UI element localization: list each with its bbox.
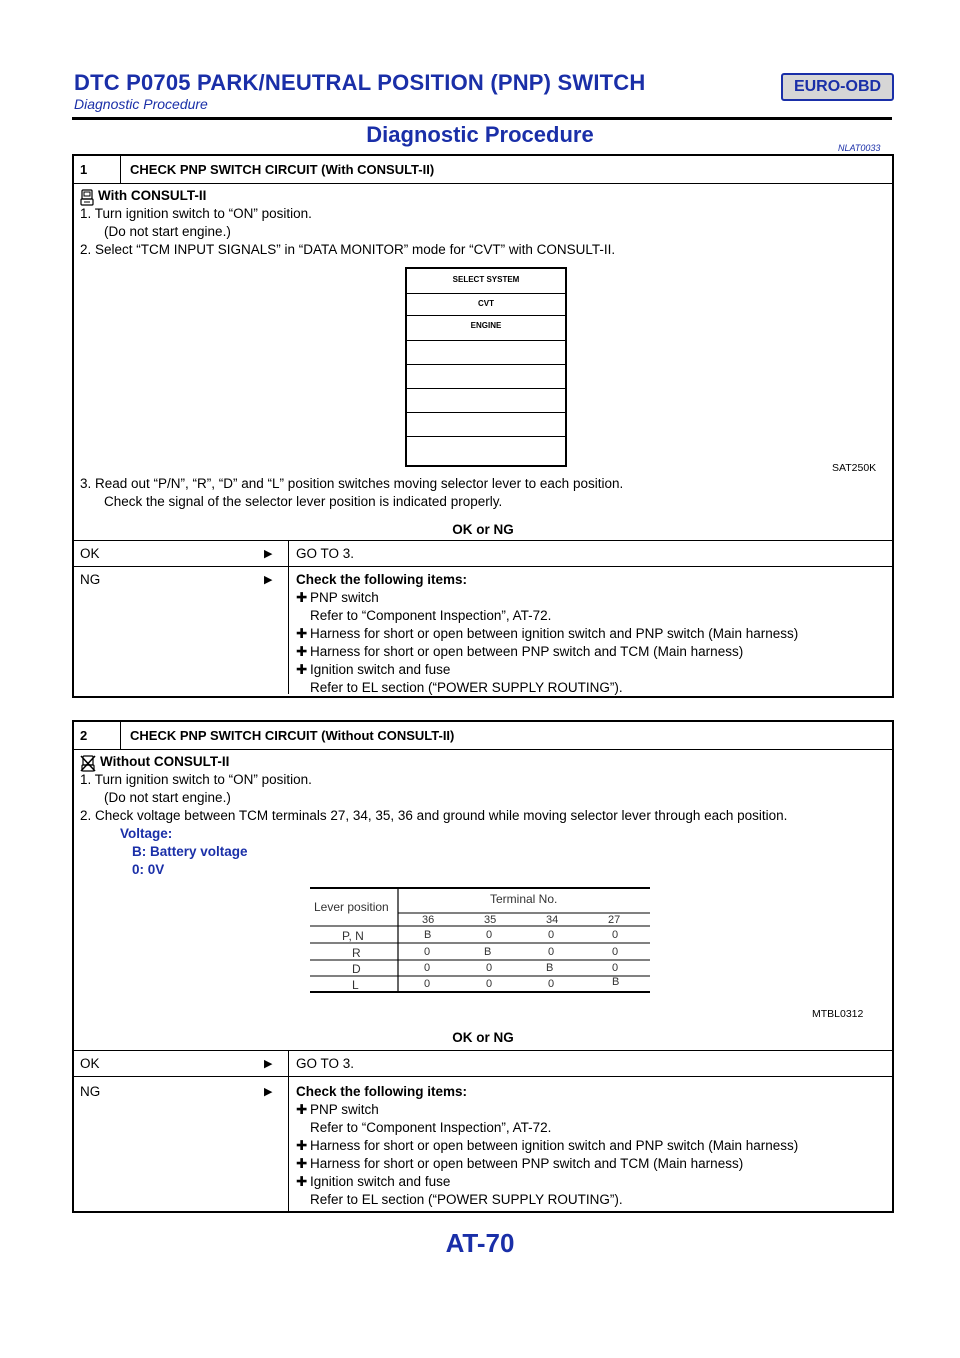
step-1-line-3: 2. Select “TCM INPUT SIGNALS” in “DATA MONITOR” mode for “CVT” with CONSULT-II.	[80, 242, 616, 257]
terminal-36: 36	[422, 914, 435, 926]
page-header-title: DTC P0705 PARK/NEUTRAL POSITION (PNP) SWITCH	[74, 70, 646, 95]
step-2-ok-label: OK	[80, 1056, 100, 1071]
lever-row-pn: P, N	[342, 929, 364, 943]
step-1-ng-item-1: PNP switch	[310, 590, 379, 605]
cell-l-35: 0	[486, 978, 493, 990]
cell-d-36: 0	[424, 962, 431, 974]
step-1-line-1: 1. Turn ignition switch to “ON” position.	[80, 206, 312, 221]
cell-d-34: B	[546, 962, 554, 974]
step-2-ng-item-3: Harness for short or open between ignition switch and PNP switch (Main harness)	[310, 1138, 799, 1153]
cell-pn-27: 0	[612, 929, 619, 941]
arrow-right-icon: ▶	[264, 574, 273, 586]
step-2-header	[74, 722, 892, 750]
figure-id-mtbl0312: MTBL0312	[812, 1008, 864, 1020]
cell-pn-36: B	[424, 929, 432, 941]
step-2-ng-item-4: Harness for short or open between PNP switch and TCM (Main harness)	[310, 1156, 744, 1171]
step-2-ng-heading: Check the following items:	[296, 1084, 468, 1099]
cell-r-27: 0	[612, 946, 619, 958]
voltage-b: B: Battery voltage	[132, 844, 248, 859]
cell-d-27: 0	[612, 962, 619, 974]
page-number: AT-70	[445, 1228, 515, 1258]
step-1-line-5: Check the signal of the selector lever position is indicated properly.	[104, 494, 503, 509]
step-1-ng-item-4: Harness for short or open between PNP switch and TCM (Main harness)	[310, 644, 744, 659]
screen-item-engine: ENGINE	[407, 315, 565, 341]
bullet-icon: ✚	[296, 1156, 308, 1171]
consult-ii-icon	[80, 189, 94, 206]
lever-position-header: Lever position	[314, 900, 389, 914]
screen-empty-row	[407, 364, 565, 389]
screen-empty-row	[407, 412, 565, 437]
step-1-ok-action: GO TO 3.	[296, 546, 355, 561]
figure-id-sat250k: SAT250K	[832, 462, 877, 474]
step-1-ng-item-3: Harness for short or open between ignition switch and PNP switch (Main harness)	[310, 626, 799, 641]
cell-r-36: 0	[424, 946, 431, 958]
step-1-ng-label: NG	[80, 572, 101, 587]
bullet-icon: ✚	[296, 1102, 308, 1117]
step-2-ng-item-2: Refer to “Component Inspection”, AT-72.	[310, 1120, 552, 1135]
bullet-icon: ✚	[296, 662, 308, 677]
terminal-35: 35	[484, 914, 497, 926]
terminal-no-header: Terminal No.	[490, 892, 558, 906]
step-1-ok-ng: OK or NG	[452, 522, 514, 537]
step-1-ng-heading: Check the following items:	[296, 572, 468, 587]
step-1-ng-item-2: Refer to “Component Inspection”, AT-72.	[310, 608, 552, 623]
bullet-icon: ✚	[296, 590, 308, 605]
step-1-ok-label: OK	[80, 546, 100, 561]
step-1-line-2: (Do not start engine.)	[104, 224, 231, 239]
arrow-right-icon: ▶	[264, 1086, 273, 1098]
cell-l-36: 0	[424, 978, 431, 990]
terminal-27: 27	[608, 914, 621, 926]
section-code: NLAT0033	[838, 143, 881, 153]
step-2-ng-item-1: PNP switch	[310, 1102, 379, 1117]
lever-row-r: R	[352, 946, 361, 960]
step-2-ng-label: NG	[80, 1084, 101, 1099]
bullet-icon: ✚	[296, 1174, 308, 1189]
cell-r-35: B	[484, 946, 492, 958]
step-2-line-1: 1. Turn ignition switch to “ON” position.	[80, 772, 312, 787]
step-1-number: 1	[80, 162, 88, 177]
screen-empty-row	[407, 340, 565, 365]
step-2-ng-item-5: Ignition switch and fuse	[310, 1174, 451, 1189]
cell-pn-34: 0	[548, 929, 555, 941]
cell-pn-35: 0	[486, 929, 493, 941]
step-1-title: CHECK PNP SWITCH CIRCUIT (With CONSULT-II)	[130, 162, 435, 177]
cell-r-34: 0	[548, 946, 555, 958]
arrow-right-icon: ▶	[264, 1058, 273, 1070]
step-2-ok-action: GO TO 3.	[296, 1056, 355, 1071]
step-2-line-2: (Do not start engine.)	[104, 790, 231, 805]
screen-empty-row	[407, 388, 565, 413]
bullet-icon: ✚	[296, 1138, 308, 1153]
cell-d-35: 0	[486, 962, 493, 974]
header-rule	[72, 117, 892, 120]
cell-l-34: 0	[548, 978, 555, 990]
bullet-icon: ✚	[296, 626, 308, 641]
step-2-ok-ng: OK or NG	[452, 1030, 514, 1045]
no-consult-icon	[80, 755, 96, 772]
cell-l-27: B	[612, 976, 620, 988]
step-2-number: 2	[80, 728, 88, 743]
voltage-0: 0: 0V	[132, 862, 165, 877]
screen-item-cvt: CVT	[407, 293, 565, 316]
step-1-ng-item-6: Refer to EL section (“POWER SUPPLY ROUTING”).	[310, 680, 623, 695]
screen-title: SELECT SYSTEM	[407, 269, 565, 294]
step-2-ng-item-6: Refer to EL section (“POWER SUPPLY ROUTING”).	[310, 1192, 623, 1207]
step-2-line-3: 2. Check voltage between TCM terminals 27, 34, 35, 36 and ground while moving selector lever through each position.	[80, 808, 788, 823]
step-1-mode: With CONSULT-II	[98, 188, 207, 203]
step-1-header	[74, 156, 892, 184]
step-2-mode: Without CONSULT-II	[100, 754, 230, 769]
lever-row-d: D	[352, 962, 361, 976]
section-title: Diagnostic Procedure	[366, 122, 594, 147]
terminal-34: 34	[546, 914, 559, 926]
step-1-ng-item-5: Ignition switch and fuse	[310, 662, 451, 677]
step-2-title: CHECK PNP SWITCH CIRCUIT (Without CONSULT-II)	[130, 728, 455, 743]
lever-row-l: L	[352, 978, 359, 992]
voltage-label: Voltage:	[120, 826, 173, 841]
page-header-subtitle: Diagnostic Procedure	[74, 96, 208, 112]
arrow-right-icon: ▶	[264, 548, 273, 560]
bullet-icon: ✚	[296, 644, 308, 659]
select-system-screen	[405, 267, 567, 467]
step-1-line-4: 3. Read out “P/N”, “R”, “D” and “L” position switches moving selector lever to each position.	[80, 476, 624, 491]
euro-obd-badge: EURO-OBD	[781, 73, 894, 101]
